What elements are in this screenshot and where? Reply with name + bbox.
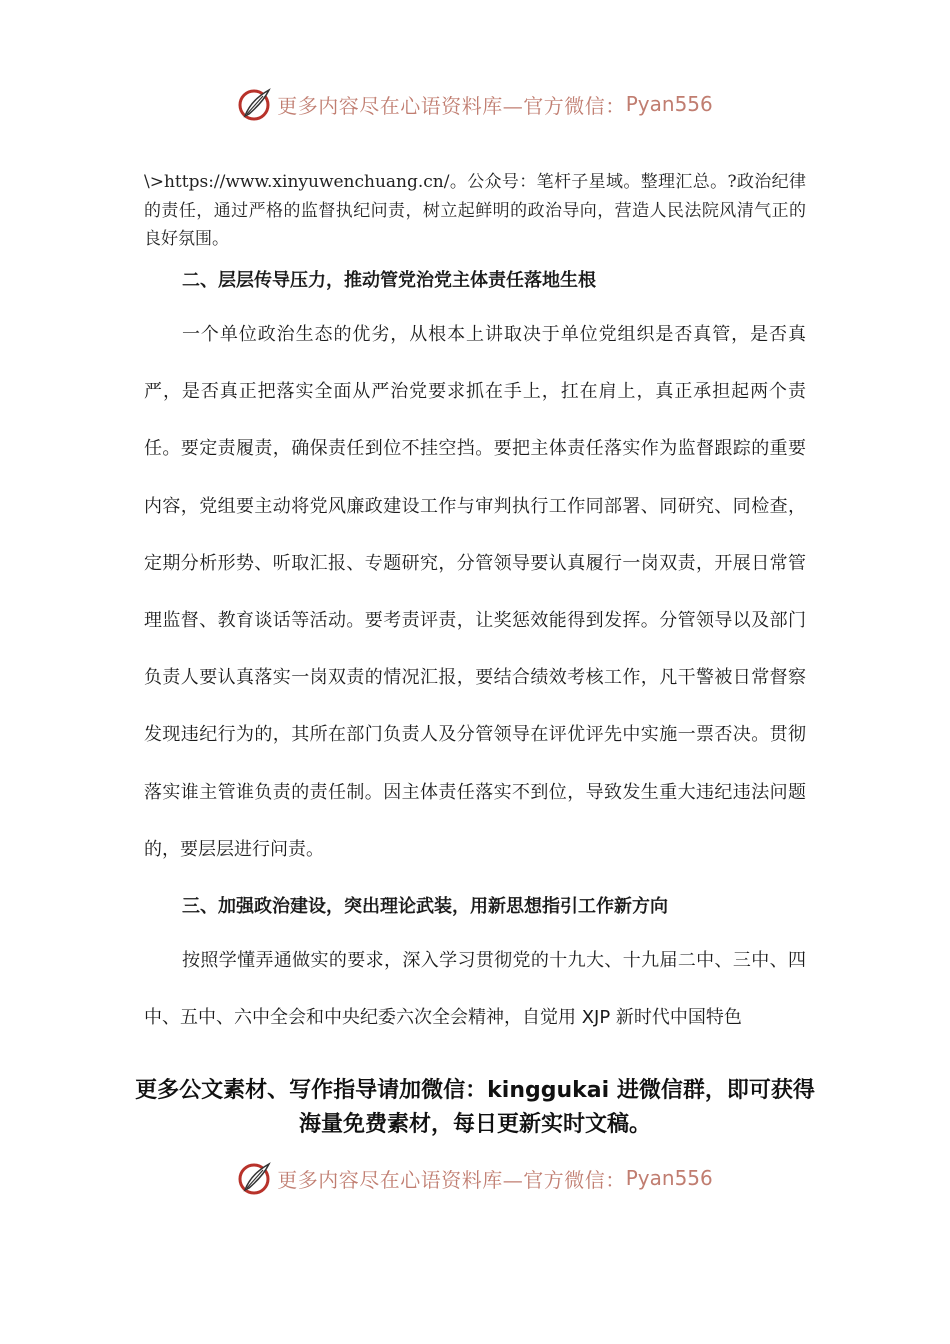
header-banner	[0, 82, 950, 126]
section2-heading: 二、层层传导压力，推动管党治党主体责任落地生根	[182, 270, 596, 291]
section3-paragraph: 按照学懂弄通做实的要求，深入学习贯彻党的十九大、十九届二中、三中、四中、五中、六中全会和中央纪委六次全会精神，自觉用 XJP 新时代中国特色	[144, 950, 806, 1029]
footer-wechat-id: Pyan556	[625, 1166, 713, 1190]
header-wechat-id: Pyan556	[625, 92, 713, 116]
section2-paragraph: 一个单位政治生态的优劣，从根本上讲取决于单位党组织是否真管，是否真严，是否真正把落实全面从严治党要求抓在手上，扛在肩上，真正承担起两个责任。要定责履责，确保责任到位不挂空挡。要把主体责任落实作为监督跟踪的重要内容，党组要主动将党风廉政建设工作与审判执行工作同部署、同研究、同检查，定期分析形势、听取汇报、专题研究，分管领导要认真履行一岗双责，开展日常管理监督、教育谈话等活动。要考责评责，让奖惩效能得到发挥。分管领导以及部门负责人要认真落实一岗双责的情况汇报，要结合绩效考核工作，凡干警被日常督察发现违纪行为的，其所在部门负责人及分管领导在评优评先中实施一票否决。贯彻落实谁主管谁负责的责任制。因主体责任落实不到位，导致发生重大违纪违法问题的，要层层进行问责。	[144, 324, 806, 860]
quill-logo-icon	[237, 86, 273, 122]
footer-banner-text: 更多内容尽在心语资料库—官方微信：	[277, 1167, 626, 1192]
promo-note: 更多公文素材、写作指导请加微信：kinggukai 进微信群，即可获得海量免费素材，每日更新实时文稿。	[135, 1078, 815, 1137]
header-banner-text: 更多内容尽在心语资料库—官方微信：	[277, 93, 626, 118]
section3-heading: 三、加强政治建设，突出理论武装，用新思想指引工作新方向	[182, 896, 668, 917]
footer-banner	[0, 1156, 950, 1200]
quill-logo-icon	[237, 1160, 273, 1196]
intro-paragraph: \>https://www.xinyuwenchuang.cn/。公众号：笔杆子星域。整理汇总。?政治纪律的责任，通过严格的监督执纪问责，树立起鲜明的政治导向，营造人民法院风清气正的良好氛围。	[144, 172, 806, 249]
